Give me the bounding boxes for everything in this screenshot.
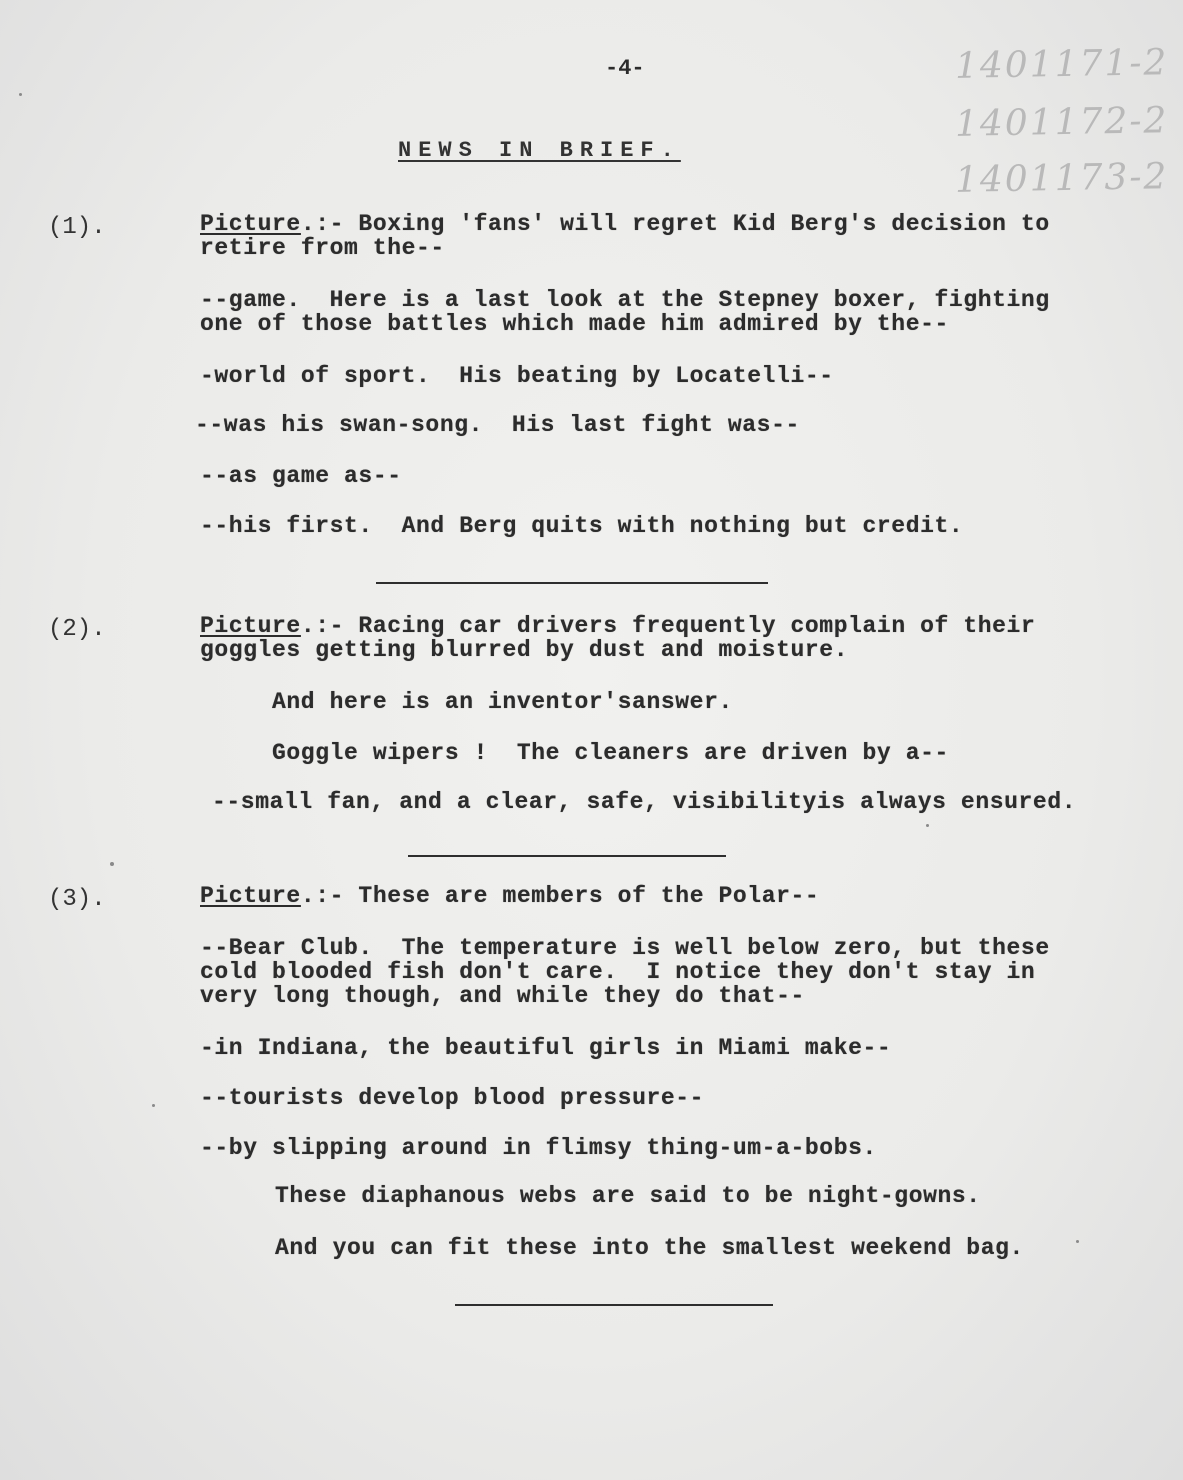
item-1-line-4: one of those battles which made him admired by the-- <box>200 311 949 337</box>
section-divider <box>455 1304 773 1306</box>
item-1-line-6: --was his swan-song. His last fight was-- <box>195 412 800 438</box>
item-1-line-3: --game. Here is a last look at the Stepney boxer, fighting <box>200 287 1050 313</box>
scan-speck <box>19 93 22 96</box>
item-2-line-2: goggles getting blurred by dust and moisture. <box>200 637 849 663</box>
picture-label: Picture <box>200 211 301 237</box>
item-3-line-7: --by slipping around in flimsy thing-um-a-bobs. <box>200 1135 877 1161</box>
picture-caption: .:- These are members of the Polar-- <box>300 883 820 909</box>
item-number-2: (2). <box>48 616 106 643</box>
picture-label: Picture <box>200 613 301 639</box>
scan-speck <box>110 862 114 866</box>
item-3-line-2: --Bear Club. The temperature is well below zero, but these <box>200 935 1050 961</box>
item-3-line-1 <box>200 884 819 908</box>
section-divider <box>408 855 726 857</box>
item-3-line-5: -in Indiana, the beautiful girls in Miami make-- <box>200 1035 892 1061</box>
item-3-line-4: very long though, and while they do that-- <box>200 983 805 1009</box>
item-2-line-5: --small fan, and a clear, safe, visibilityis always ensured. <box>212 789 1077 815</box>
handwritten-ref-3: 1401173-2 <box>954 156 1169 201</box>
handwritten-ref-1: 1401171-2 <box>954 42 1169 87</box>
item-2-line-3: And here is an inventor'sanswer. <box>272 689 733 715</box>
page-number: -4- <box>605 56 645 81</box>
picture-caption: .:- Racing car drivers frequently complain of their <box>300 613 1036 639</box>
item-1-line-2: retire from the-- <box>200 235 445 261</box>
handwritten-ref-2: 1401172-2 <box>954 100 1169 145</box>
item-1-line-5: -world of sport. His beating by Locatelli-- <box>200 363 834 389</box>
item-3-line-9: And you can fit these into the smallest weekend bag. <box>275 1235 1024 1261</box>
scan-speck <box>152 1104 155 1107</box>
section-divider <box>376 582 768 584</box>
item-number-1: (1). <box>48 214 106 241</box>
item-1-line-8: --his first. And Berg quits with nothing but credit. <box>200 513 964 539</box>
item-3-line-3: cold blooded fish don't care. I notice they don't stay in <box>200 959 1036 985</box>
picture-label: Picture <box>200 883 301 909</box>
scan-speck <box>926 824 929 827</box>
page-title: NEWS IN BRIEF. <box>398 138 681 163</box>
scan-speck <box>1076 1240 1079 1243</box>
item-2-line-4: Goggle wipers ! The cleaners are driven by a-- <box>272 740 949 766</box>
item-1-line-7: --as game as-- <box>200 463 402 489</box>
item-3-line-8: These diaphanous webs are said to be night-gowns. <box>275 1183 981 1209</box>
item-2-line-1 <box>200 614 1035 638</box>
item-1-line-1 <box>200 212 1050 236</box>
picture-caption: .:- Boxing 'fans' will regret Kid Berg's decision to <box>300 211 1050 237</box>
item-number-3: (3). <box>48 886 106 913</box>
item-3-line-6: --tourists develop blood pressure-- <box>200 1085 705 1111</box>
